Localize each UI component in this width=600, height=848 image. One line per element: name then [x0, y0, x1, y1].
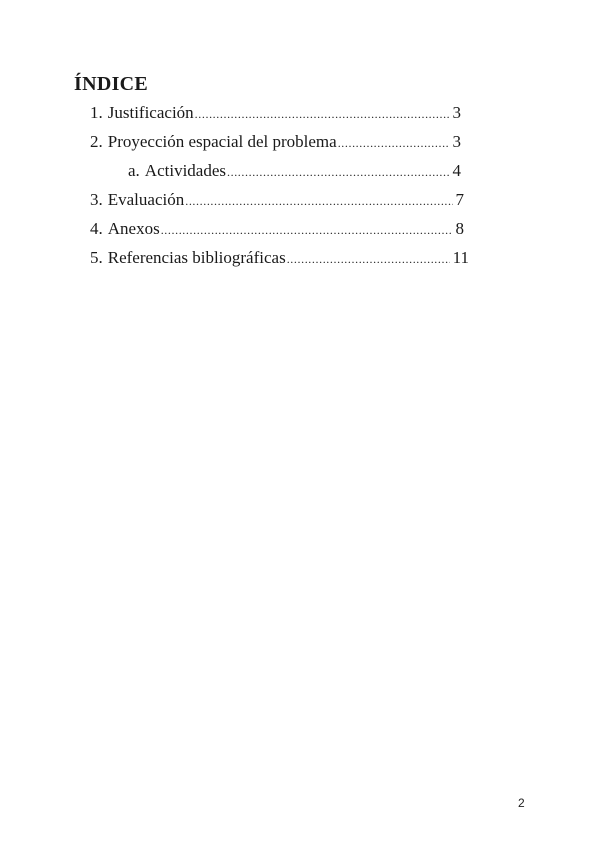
dot-leader	[287, 247, 450, 271]
dot-leader	[185, 189, 452, 213]
toc-entry-label: Actividades	[144, 161, 226, 180]
toc-entry-page: 3	[452, 132, 461, 151]
toc-heading: ÍNDICE	[74, 73, 149, 95]
dot-leader	[227, 160, 450, 184]
toc-entry-number: 3.	[90, 190, 103, 209]
toc-entry-proyeccion-espacial[interactable]	[90, 130, 461, 154]
toc-entry-referencias[interactable]	[90, 246, 469, 270]
toc-entry-number: 1.	[90, 103, 103, 122]
dot-leader	[338, 131, 450, 155]
toc-entry-label: Evaluación	[107, 190, 185, 209]
toc-entry-number: 5.	[90, 248, 103, 267]
toc-entry-number: a.	[128, 161, 140, 180]
toc-entry-label: Referencias bibliográficas	[107, 248, 286, 267]
page-number: 2	[518, 796, 525, 810]
toc-entry-label: Anexos	[107, 219, 160, 238]
toc-entry-page: 7	[455, 190, 464, 209]
toc-entry-page: 8	[455, 219, 464, 238]
toc-entry-justificacion[interactable]	[90, 101, 461, 125]
toc-entry-page: 4	[452, 161, 461, 180]
toc-entry-page: 3	[452, 103, 461, 122]
toc-entry-page: 11	[452, 248, 469, 267]
toc-entry-anexos[interactable]	[90, 217, 464, 241]
dot-leader	[161, 218, 453, 242]
toc-entry-actividades[interactable]	[128, 159, 461, 183]
toc-entry-label: Justificación	[107, 103, 194, 122]
toc-entry-label: Proyección espacial del problema	[107, 132, 337, 151]
dot-leader	[195, 102, 450, 126]
toc-entry-number: 4.	[90, 219, 103, 238]
toc-entry-number: 2.	[90, 132, 103, 151]
toc-entry-evaluacion[interactable]	[90, 188, 464, 212]
